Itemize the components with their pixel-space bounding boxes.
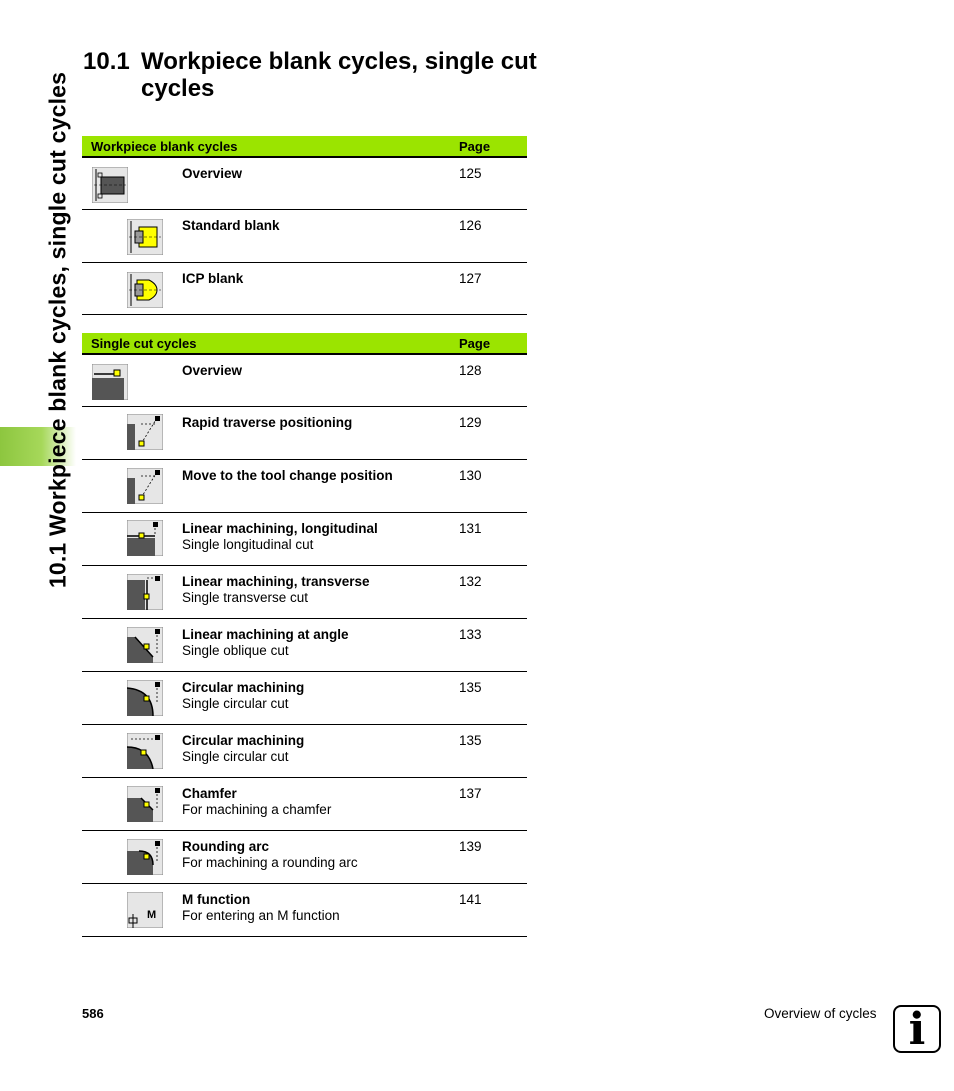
rounding-arc-icon [127,839,163,875]
standard-blank-icon [127,219,163,255]
row-title: Rounding arc [182,839,269,854]
m-function-icon-label: M [147,909,157,921]
linear-longitudinal-icon [127,520,163,556]
row-page: 131 [459,521,482,536]
chamfer-icon [127,786,163,822]
row-subtitle: Single circular cut [182,696,289,711]
row-title: Circular machining [182,680,305,695]
row-title: Move to the tool change position [182,468,393,483]
row-subtitle: For machining a rounding arc [182,855,358,870]
table-row [82,513,527,566]
table-row [82,210,527,263]
row-page: 126 [459,218,482,233]
rapid-traverse-icon [127,414,163,450]
row-page: 129 [459,415,482,430]
header-page: Page [459,139,491,154]
row-title: Chamfer [182,786,237,801]
row-page: 135 [459,680,482,695]
linear-transverse-icon [127,574,163,610]
table-row [82,619,527,672]
footer-chapter-title: Overview of cycles [764,1006,877,1021]
table-row [82,725,527,778]
table-row [82,778,527,831]
table-row [82,460,527,513]
row-subtitle: For machining a chamfer [182,802,332,817]
row-page: 137 [459,786,482,801]
row-title: Rapid traverse positioning [182,415,353,430]
row-title: Standard blank [182,218,280,233]
row-subtitle: Single circular cut [182,749,289,764]
icp-blank-icon [127,272,163,308]
blank-cycles-table [82,136,527,315]
row-page: 127 [459,271,482,286]
row-page: 139 [459,839,482,854]
row-page: 141 [459,892,482,907]
header-cycle-name: Workpiece blank cycles [91,139,238,154]
row-page: 133 [459,627,482,642]
tool-change-icon [127,468,163,504]
row-title: Linear machining, transverse [182,574,370,589]
table-row [82,831,527,884]
row-title: Circular machining [182,733,305,748]
table-header [82,333,527,355]
row-page: 130 [459,468,482,483]
row-page: 135 [459,733,482,748]
row-title: ICP blank [182,271,244,286]
linear-angle-icon [127,627,163,663]
table-row [82,884,527,937]
single-cut-cycles-table [82,333,527,937]
row-page: 132 [459,574,482,589]
side-running-title: 10.1 Workpiece blank cycles, single cut cycles [44,71,71,589]
blank-overview-icon [92,167,128,203]
table-header [82,136,527,158]
header-cycle-name: Single cut cycles [91,336,197,351]
row-title: Overview [182,166,243,181]
row-title: Linear machining at angle [182,627,349,642]
section-number: 10.1 [83,48,130,75]
table-row [82,263,527,315]
row-subtitle: Single longitudinal cut [182,537,314,552]
row-subtitle: Single transverse cut [182,590,309,605]
circular-machining-icon [127,680,163,716]
row-page: 125 [459,166,482,181]
info-icon [893,1005,941,1053]
row-page: 128 [459,363,482,378]
table-row [82,407,527,460]
footer-page-number: 586 [82,1006,104,1021]
row-subtitle: For entering an M function [182,908,340,923]
header-page: Page [459,336,491,351]
info-glyph: i [908,1004,926,1055]
m-function-icon [127,892,163,928]
row-title: M function [182,892,251,907]
table-row [82,355,527,407]
table-row [82,566,527,619]
row-subtitle: Single oblique cut [182,643,289,658]
row-title: Linear machining, longitudinal [182,521,378,536]
table-row [82,672,527,725]
single-cut-overview-icon [92,364,128,400]
circular-machining-2-icon [127,733,163,769]
table-row [82,158,527,210]
section-title: Workpiece blank cycles, single cut cycles [141,48,537,102]
row-title: Overview [182,363,243,378]
